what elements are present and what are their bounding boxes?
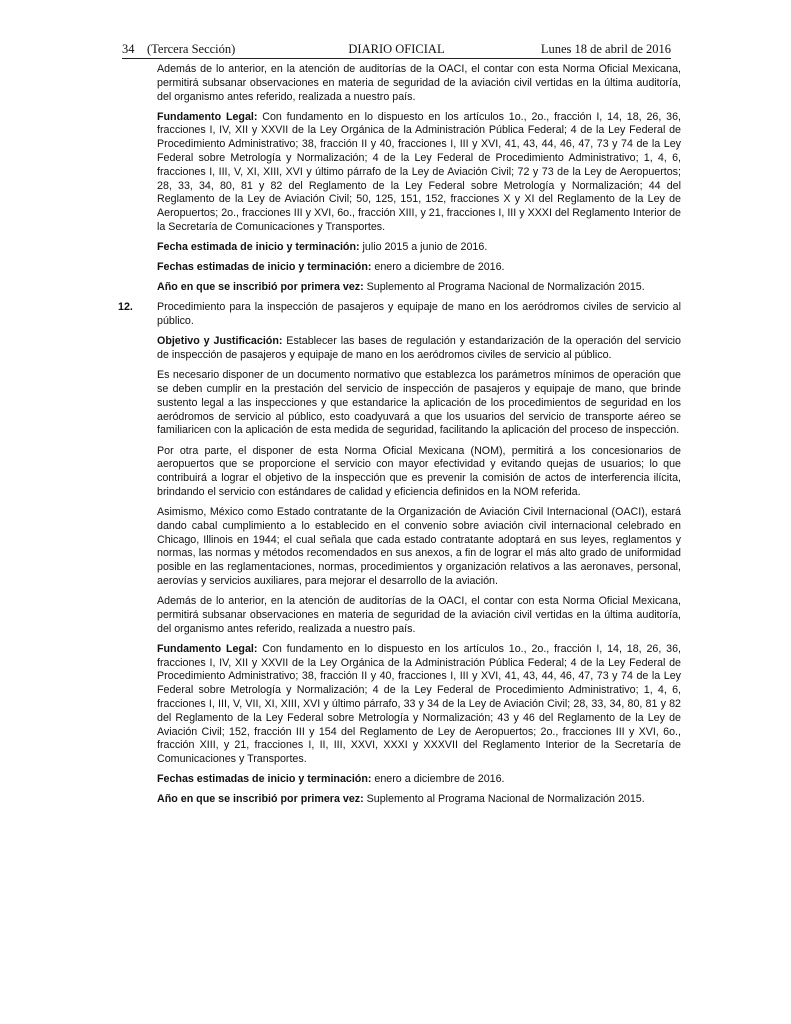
paragraph-text: Suplemento al Programa Nacional de Normalización 2015. [363,281,645,294]
document-body [118,63,682,813]
paragraph [157,595,681,636]
paragraph-text: Con fundamento en lo dispuesto en los artículos 1o., 2o., fracción I, 14, 18, 26, 36, fracciones I, IV, XII y XXVII de la Ley Orgánica de la Administración Pública Federal; 4 de la Ley Federal de Procedimiento Administrativo; 38, fracción II y 40, fracciones I, III y XVI, 41, 43, 44, 46, 47, 73 y 74 de la Ley Federal sobre Metrología y Normalización; 4 de la Ley Federal de Procedimiento Administrativo; 1, 4, 6, fracciones I, III, V, XI, XIII, XVI y último párrafo de la Ley de Aviación Civil; 72 y 73 de la Ley de Aeropuertos; 28, 33, 34, 80, 81 y 82 del Reglamento de la Ley Federal sobre Metrología y Normalización; 44 del Reglamento de la Ley de Aviación Civil; 50, 125, 151, 152, fracciones X y XI del Reglamento de la Ley de Aeropuertos; 2o., fracciones III y XVI, 6o., fracción XIII, y 21, fracciones I, III y XXXI del Reglamento Interior de la Secretaría de Comunicaciones y Transportes. [157,110,682,234]
paragraph [157,335,681,363]
paragraph [157,793,681,807]
paragraph-text: enero a diciembre de 2016. [371,773,505,786]
paragraph [157,506,681,589]
paragraph [157,111,681,235]
paragraph-text: Procedimiento para la inspección de pasajeros y equipaje de mano en los aeródromos civiles de servicio al público. [157,301,681,328]
paragraph [157,63,681,104]
paragraph-label: Fundamento Legal: [157,642,258,655]
paragraph-text: Es necesario disponer de un documento normativo que establezca los parámetros mínimos de operación que se deben cumplir en la prestación del servicio de inspección de pasajeros y equipaje de mano, que brinde sustento legal a las inspecciones y que estandarice la aplicación de los procedimientos de seguridad en los aeródromos de servicio al público, esto coadyuvará a que los usuarios del servicio de transporte aéreo se familiaricen con la aplicación de esta medida de seguridad, facilitando la aplicación del proceso de inspección. [157,369,681,437]
paragraph-label: Fechas estimadas de inicio y terminación: [157,261,372,274]
paragraph-text: Con fundamento en lo dispuesto en los artículos 1o., 2o., fracción I, 14, 18, 26, 36, fracciones I, IV, XII y XXVII de la Ley Orgánica de la Administración Pública Federal; 4 de la Ley Federal de Procedimiento Administrativo; 38, fracción II y 40, fracciones I, III y XVI, 41, 43, 44, 46, 47, 73 y 74 de la Ley Federal sobre Metrología y Normalización; 4 de la Ley Federal de Procedimiento Administrativo; 1, 4, 6, fracciones I, III, V, VII, XI, XIII, XVI y último párrafo, 33 y 34 de la Ley de Aviación Civil; 28, 33, 34, 80, 81 y 82 del Reglamento de la Ley Federal sobre Metrología y Normalización; 43 y 46 del Reglamento de la Ley de Aviación Civil; 152, fracción III y 154 del Reglamento de Ley de Aeropuertos; 2o., fracciones III y XVI, 6o., fracción XIII, y 21, fracciones I, II, III, XXVI, XXXI y XXXVII del Reglamento Interior de la Secretaría de Comunicaciones y Transportes. [157,642,682,766]
header-rule [122,58,671,59]
paragraph-text: Establecer las bases de regulación y estandarización de la operación del servicio de inspección de pasajeros y equipaje de mano en los aeródromos civiles de servicio al público. [157,335,681,362]
item-number: 12. [118,301,133,314]
section-label: (Tercera Sección) [147,42,236,56]
paragraph-text: Además de lo anterior, en la atención de auditorías de la OACI, el contar con esta Norma Oficial Mexicana, permitirá subsanar observaciones en materia de seguridad de la aviación civil vertidas en la última auditoría, del organismo antes referido, realizada a nuestro país. [157,595,681,635]
paragraph-text: julio 2015 a junio de 2016. [359,241,488,254]
paragraph-label: Año en que se inscribió por primera vez: [157,793,364,806]
publication-date: Lunes 18 de abril de 2016 [540,42,671,56]
paragraph [157,445,681,500]
paragraph [157,241,681,255]
paragraph-label: Año en que se inscribió por primera vez: [157,281,364,294]
publication-title: DIARIO OFICIAL [348,42,445,56]
paragraph-text: Además de lo anterior, en la atención de auditorías de la OACI, el contar con esta Norma Oficial Mexicana, permitirá subsanar observaciones en materia de seguridad de la aviación civil vertidas en la última auditoría, del organismo antes referido, realizada a nuestro país. [157,63,681,103]
paragraph-text: Suplemento al Programa Nacional de Normalización 2015. [363,793,645,806]
paragraph-text: Asimismo, México como Estado contratante de la Organización de Aviación Civil Internacional (OACI), estará dando cabal cumplimiento a lo establecido en el convenio sobre aviación civil internacional celebrado en Chicago, Illinois en 1944; el cual señala que cada estado contratante adoptará en sus leyes, reglamentos y normas, las normas y métodos recomendados en sus anexos, a fin de lograr el más alto grado de uniformidad posible en las reglamentaciones, normas, procedimientos y organización relativos a las aeronaves, personal, aerovías y servicios auxiliares, para mejorar el desarrollo de la aviación. [157,505,681,587]
paragraph-label: Objetivo y Justificación: [157,335,283,348]
paragraph-text: Por otra parte, el disponer de esta Norma Oficial Mexicana (NOM), permitirá a los concesionarios de aeropuertos que se proporcione el servicio con mayor efectividad y evitando quejas de usuarios; lo que contribuirá a lograr el objetivo de la inspección que es prevenir la comisión de actos de interferencia ilícita, brindando el servicio con estándares de calidad y eficiencia definidos en la NOM referida. [157,444,681,498]
paragraph-text: enero a diciembre de 2016. [371,261,505,274]
paragraph [157,773,681,787]
paragraph [157,643,681,767]
list-item [118,301,681,329]
paragraph-label: Fecha estimada de inicio y terminación: [157,241,360,254]
paragraph [157,281,681,295]
paragraph [157,261,681,275]
paragraph-label: Fundamento Legal: [157,110,258,123]
paragraph-label: Fechas estimadas de inicio y terminación: [157,773,372,786]
paragraph [157,369,681,438]
page-number: 34 [122,42,135,56]
